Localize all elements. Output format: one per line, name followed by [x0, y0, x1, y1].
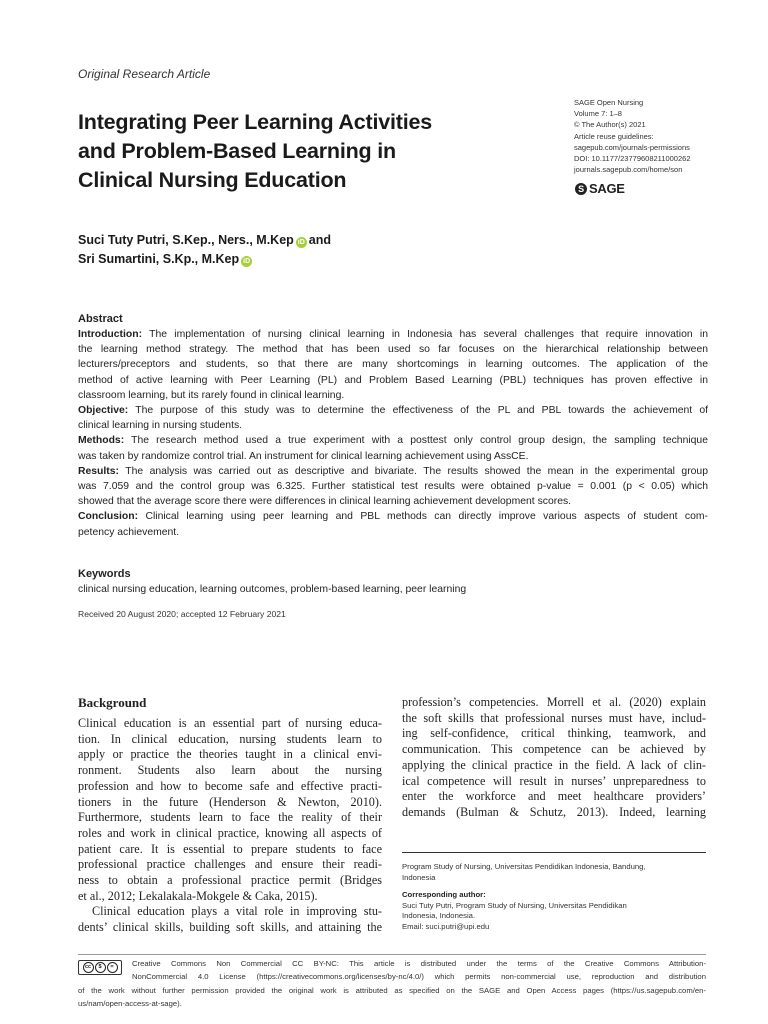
abstract-line: classroom learning, but its rarely found in clinical learning.: [78, 389, 345, 401]
abstract-line: Introduction: The implementation of nursing clinical learning in Indonesia has several challenges that require innovation in: [78, 329, 708, 340]
keywords-section: [78, 567, 708, 597]
background-heading: Background: [78, 695, 147, 710]
abstract-line: lecturers/preceptors and students, so that there are many shortcomings in learning outcomes. The application of the: [78, 359, 708, 371]
cc-icon: cc: [83, 962, 94, 973]
introduction-label: Introduction:: [78, 329, 143, 340]
affiliation-footnote: [402, 862, 706, 932]
author-name: Suci Tuty Putri, S.Kep., Ners., M.Kep: [78, 233, 294, 247]
author-conjunction: and: [308, 233, 332, 247]
body-column-left: [78, 716, 382, 936]
methods-label: Methods:: [78, 435, 125, 447]
abstract-heading: Abstract: [78, 313, 123, 325]
abstract-line: petency achievement.: [78, 526, 180, 538]
body-line: tioners in the future (Henderson & Newton, 2010).: [78, 794, 382, 809]
body-line: applying the clinical practice in the field. A lack of clin-: [402, 757, 706, 772]
license-divider: [78, 954, 706, 955]
body-line: Furthermore, students learn to face the reality of their: [78, 810, 382, 825]
abstract-line: Methods: The research method used a true experiment with a posttest only control group design, the sampling technique: [78, 435, 708, 447]
corresponding-author-line: Suci Tuty Putri, Program Study of Nursing, Universitas Pendidikan: [402, 900, 627, 910]
orcid-icon[interactable]: iD: [297, 239, 305, 246]
body-line: roles and work in clinical practice, knowing all aspects of: [78, 825, 382, 840]
corresponding-author-line: Indonesia, Indonesia.: [402, 911, 476, 920]
body-line: the soft skills that professional nurses must have, includ-: [402, 710, 706, 725]
body-column-right: [402, 695, 706, 821]
license-line: Creative Commons Non Commercial CC BY-NC: This article is distributed under the terms of the Creative Commons Attribution-: [132, 959, 706, 968]
article-type-label: Original Research Article: [78, 67, 211, 81]
journal-volume: Volume 7: 1–8: [574, 109, 622, 119]
abstract-line: showed that the average score there were differences in clinical learning achievement development scores.: [78, 496, 572, 508]
journal-info: [574, 97, 754, 175]
abstract-line: Objective: The purpose of this study was to determine the effectiveness of the PL and PBL towards the achievement of: [78, 405, 708, 417]
reuse-guidelines-label: Article reuse guidelines:: [574, 131, 654, 141]
license-line: NonCommercial 4.0 License (https://creativecommons.org/licenses/by-nc/4.0/) which permits non-commercial use, reproduction and distribution: [132, 972, 706, 982]
title-line: Clinical Nursing Education: [78, 168, 347, 192]
abstract-line: was taken by randomize control trial. An instrument for clinical learning achievement using AssCE.: [78, 450, 529, 462]
sage-logo: [575, 181, 625, 196]
attribution-icon: =: [107, 962, 118, 973]
sage-logo-text: SAGE: [589, 181, 625, 196]
objective-label: Objective:: [78, 405, 129, 417]
body-line: enter the workforce and meet healthcare providers’: [402, 789, 706, 804]
orcid-icon[interactable]: iD: [243, 258, 251, 265]
body-line: Clinical education is an essential part of nursing educa-: [78, 716, 382, 730]
permissions-link[interactable]: sagepub.com/journals-permissions: [574, 142, 690, 152]
corresponding-author-heading: Corresponding author:: [402, 890, 486, 899]
author-email[interactable]: Email: suci.putri@upi.edu: [402, 921, 490, 931]
affiliation-divider: [402, 852, 706, 853]
body-line: ness to obtain a professional practice permit (Bridges: [78, 873, 382, 888]
title-line: Integrating Peer Learning Activities: [78, 110, 433, 134]
non-commercial-icon: $: [95, 962, 106, 973]
body-line: Clinical education plays a vital role in improving stu-: [92, 904, 382, 919]
author-name: Sri Sumartini, S.Kp., M.Kep: [78, 252, 240, 266]
license-notice: [78, 957, 706, 1010]
received-dates: Received 20 August 2020; accepted 12 February 2021: [78, 609, 286, 619]
body-line: et al., 2012; Lekalakala-Mokgele & Caka, 2015).: [78, 888, 318, 903]
body-line: dents’ clinical skills, building soft skills, and attaining the: [78, 920, 382, 935]
keywords-list: clinical nursing education, learning outcomes, problem-based learning, peer learning: [78, 584, 467, 595]
keywords-heading: Keywords: [78, 568, 131, 580]
body-line: profession and how to become safe and effective practi-: [78, 778, 382, 793]
author-line: [78, 250, 498, 269]
copyright: © The Author(s) 2021: [574, 120, 646, 130]
title-line: and Problem-Based Learning in: [78, 139, 396, 163]
license-line: us/nam/open-access-at-sage).: [78, 998, 182, 1008]
sage-mark-icon: S: [575, 183, 587, 195]
article-title: [78, 108, 498, 195]
body-line: ical competence will result in nurses’ unpreparedness to: [402, 773, 706, 788]
conclusion-label: Conclusion:: [78, 511, 139, 523]
journal-name: SAGE Open Nursing: [574, 98, 644, 107]
affiliation-line: Indonesia: [402, 872, 436, 882]
abstract-line: clinical learning in nursing students.: [78, 420, 243, 432]
results-label: Results:: [78, 465, 119, 477]
author-list: [78, 231, 498, 269]
license-line: of the work without further permission provided the original work is attributed as specified on the SAGE and Open Access pages (https://us.sagepub.com/en-: [78, 985, 706, 995]
abstract-line: Results: The analysis was carried out as descriptive and bivariate. The results showed the mean in the experimental group: [78, 465, 708, 477]
affiliation-line: Program Study of Nursing, Universitas Pendidikan Indonesia, Bandung,: [402, 862, 646, 871]
doi[interactable]: DOI: 10.1177/23779608211000262: [574, 154, 691, 164]
body-line: patient care. It is essential to prepare students to face: [78, 841, 382, 856]
abstract-line: Conclusion: Clinical learning using peer learning and PBL methods can directly improve various aspects of student com-: [78, 511, 708, 523]
body-line: ronment. Students also learn about the nursing: [78, 763, 382, 778]
body-line: profession’s competencies. Morrell et al. (2020) explain: [402, 695, 706, 709]
body-line: apply or practice the theories taught in a clinical envi-: [78, 747, 382, 762]
body-line: professional practice challenges and ensure their readi-: [78, 857, 382, 872]
journal-homepage-link[interactable]: journals.sagepub.com/home/son: [574, 165, 683, 175]
abstract-line: method of active learning with Peer Learning (PL) and Problem Based Learning (PBL) techniques has proven effective in: [78, 374, 708, 386]
body-line: demands (Bulman & Schutz, 2013). Indeed, learning: [402, 804, 706, 819]
abstract-line: was 7.059 and the control group was 6.325. Further statistical test results were obtained p-value = 0.001 (p < 0.05) which: [78, 481, 708, 493]
body-line: communication. This competence can be achieved by: [402, 742, 706, 757]
body-line: tion. In clinical education, nursing students learn to: [78, 731, 382, 746]
abstract-line: the learning method strategy. The method that has been used so far focuses on the hierarchical relationship between: [78, 344, 708, 356]
author-line: [78, 231, 498, 250]
abstract-section: [78, 312, 708, 540]
body-line: ing self-confidence, critical thinking, teamwork, and: [402, 726, 706, 741]
